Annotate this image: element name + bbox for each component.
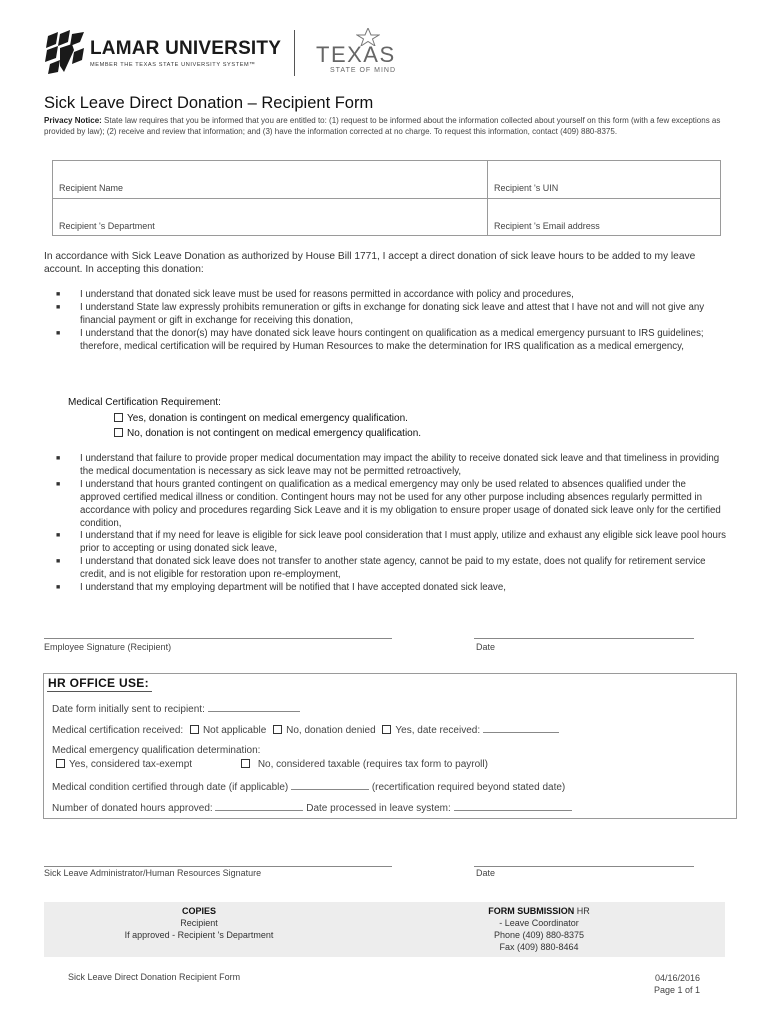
privacy-notice — [44, 116, 724, 137]
footer-date: 04/16/2016 — [654, 973, 700, 983]
bullet-icon: ■ — [56, 291, 61, 298]
list-item: ■ I understand that donated sick leave must be used for reasons permitted in accordance with policy and procedures, — [56, 289, 574, 300]
footer-meta — [606, 972, 700, 996]
recipient-name-field[interactable]: Recipient Name — [59, 183, 124, 193]
recipient-email-field[interactable]: Recipient 's Email address — [494, 221, 600, 231]
medical-certification-section — [68, 395, 421, 442]
list-item: ■ I understand that my employing department will be notified that I have accepted donated sick leave, — [56, 582, 506, 594]
option-yes-contingent[interactable]: Yes, donation is contingent on medical emergency qualification. — [68, 411, 421, 427]
bullet-icon: ■ — [56, 329, 61, 337]
lamar-mark-icon — [44, 30, 86, 74]
hr-hours-row: Number of donated hours approved: Date processed in leave system: — [52, 802, 572, 814]
hr-determination-row: Yes, considered tax-exempt No, considered taxable (requires tax form to payroll) — [56, 759, 488, 770]
footer-page: Page 1 of 1 — [653, 985, 700, 995]
hr-condition-row: Medical condition certified through date (if applicable) (recertification required beyond stated date) — [52, 782, 566, 793]
hr-office-title: HR OFFICE USE: — [48, 676, 149, 690]
member-line: MEMBER THE TEXAS STATE UNIVERSITY SYSTEM™ — [90, 62, 256, 68]
checkbox-icon[interactable] — [56, 759, 65, 768]
recipient-info-box — [52, 160, 721, 236]
admin-signature-line[interactable] — [44, 866, 392, 867]
logo-divider — [294, 30, 295, 76]
date-processed-field[interactable] — [454, 802, 572, 811]
university-name: LAMAR UNIVERSITY — [90, 38, 282, 59]
copies-submission-box — [44, 902, 725, 957]
list-item: ■ I understand that if my need for leave is eligible for sick leave pool consideration that I must apply, utilize and exhaust any eligible sick leave pool hours prior to accepting or using donated sick leave, — [56, 530, 727, 555]
bullet-icon: ■ — [56, 584, 61, 592]
checkbox-icon[interactable] — [114, 428, 123, 437]
employee-date-line[interactable] — [474, 638, 694, 639]
texas-word: TEXAS — [316, 42, 396, 67]
acceptance-list-b — [56, 453, 728, 595]
hr-office-use-box — [43, 673, 737, 819]
hr-date-sent-row: Date form initially sent to recipient: — [52, 703, 300, 715]
intro-paragraph: In accordance with Sick Leave Donation as authorized by House Bill 1771, I accept a direct donation of sick leave hours to be added to my leave account. In accepting this donation: — [44, 251, 696, 275]
texas-state-of-mind-logo — [316, 28, 426, 78]
hr-determination-heading: Medical emergency qualification determination: — [52, 745, 261, 756]
bullet-icon: ■ — [56, 455, 61, 462]
submission-column: FORM SUBMISSION HR - Leave Coordinator Phone (409) 880-8375 Fax (409) 880-8464 — [488, 906, 590, 952]
copies-heading: COPIES — [181, 906, 216, 916]
bullet-icon: ■ — [56, 303, 61, 311]
lamar-university-logo — [44, 28, 284, 78]
checkbox-icon[interactable] — [190, 725, 199, 734]
list-item: ■ I understand that donated sick leave does not transfer to another state agency, cannot be paid to my estate, does not qualify for retirement service credit, and is not eligible for restoration upon re-employment, — [56, 556, 706, 581]
checkbox-icon[interactable] — [273, 725, 282, 734]
bullet-icon: ■ — [56, 558, 61, 566]
employee-signature-line[interactable] — [44, 638, 392, 639]
admin-signature-label: Sick Leave Administrator/Human Resources Signature — [44, 868, 262, 878]
privacy-label: Privacy Notice: — [44, 116, 102, 125]
footer-form-name: Sick Leave Direct Donation Recipient Form — [68, 972, 241, 982]
checkbox-icon[interactable] — [382, 725, 391, 734]
acceptance-list-a — [56, 289, 728, 354]
hours-approved-field[interactable] — [215, 802, 303, 811]
privacy-text: State law requires that you be informed that you are entitled to: (1) request to be informed about the information collected about yourself on this form (with a few exceptions as provided by law); (2) receive and review that information; and (3) have the information corrected at no charge. To request this information, contact (409) 880-8375. — [44, 116, 721, 136]
date-received-field[interactable] — [483, 724, 559, 733]
employee-date-label: Date — [476, 642, 496, 652]
list-item: ■ I understand that hours granted contingent on qualification as a medical emergency may only be used related to absences qualified under the approved certified medical illness or condition. Contingent hours may not be used for any other purpose including absences regularly permitted in accordance with policy and procedures regarding Sick Leave and it is my obligation to ensure proper usage of donated sick leave only for the certified condition, — [56, 478, 721, 529]
bullet-icon: ■ — [56, 532, 61, 540]
option-no-contingent[interactable]: No, donation is not contingent on medical emergency qualification. — [68, 426, 421, 442]
condition-date-field[interactable] — [291, 781, 369, 790]
recipient-department-field[interactable]: Recipient 's Department — [59, 221, 155, 231]
hr-med-received-row: Medical certification received: Not applicable No, donation denied Yes, date received: — [52, 724, 559, 736]
list-item: ■ I understand that the donor(s) may have donated sick leave hours contingent on qualification as a medical emergency pursuant to IRS guidelines; therefore, medical certification will be required by Human Resources to make the determination for IRS qualification as a medical emergency, — [56, 327, 704, 352]
texas-subtitle: STATE OF MIND — [330, 67, 397, 74]
employee-signature-label: Employee Signature (Recipient) — [44, 642, 172, 652]
medical-certification-heading: Medical Certification Requirement: — [68, 397, 221, 408]
recipient-uin-field[interactable]: Recipient 's UIN — [494, 183, 559, 193]
date-sent-field[interactable] — [208, 703, 300, 712]
page-title: Sick Leave Direct Donation – Recipient Form — [44, 94, 374, 112]
checkbox-icon[interactable] — [114, 413, 123, 422]
bullet-icon: ■ — [56, 480, 61, 488]
list-item: ■ I understand that failure to provide proper medical documentation may impact the ability to receive donated sick leave and that timeliness in providing the medical documentation is necessary as sick leave may not be permitted retroactively, — [56, 453, 720, 477]
checkbox-icon[interactable] — [241, 759, 250, 768]
list-item: ■ I understand State law expressly prohibits remuneration or gifts in exchange for donating sick leave and attest that I have not and will not give any financial payment or gift in exchange for receiving this donation, — [56, 301, 705, 326]
submission-heading: FORM SUBMISSION — [488, 906, 575, 916]
copies-column: COPIES Recipient If approved - Recipient 's Department — [104, 905, 294, 941]
admin-date-label: Date — [476, 868, 496, 878]
admin-date-line[interactable] — [474, 866, 694, 867]
